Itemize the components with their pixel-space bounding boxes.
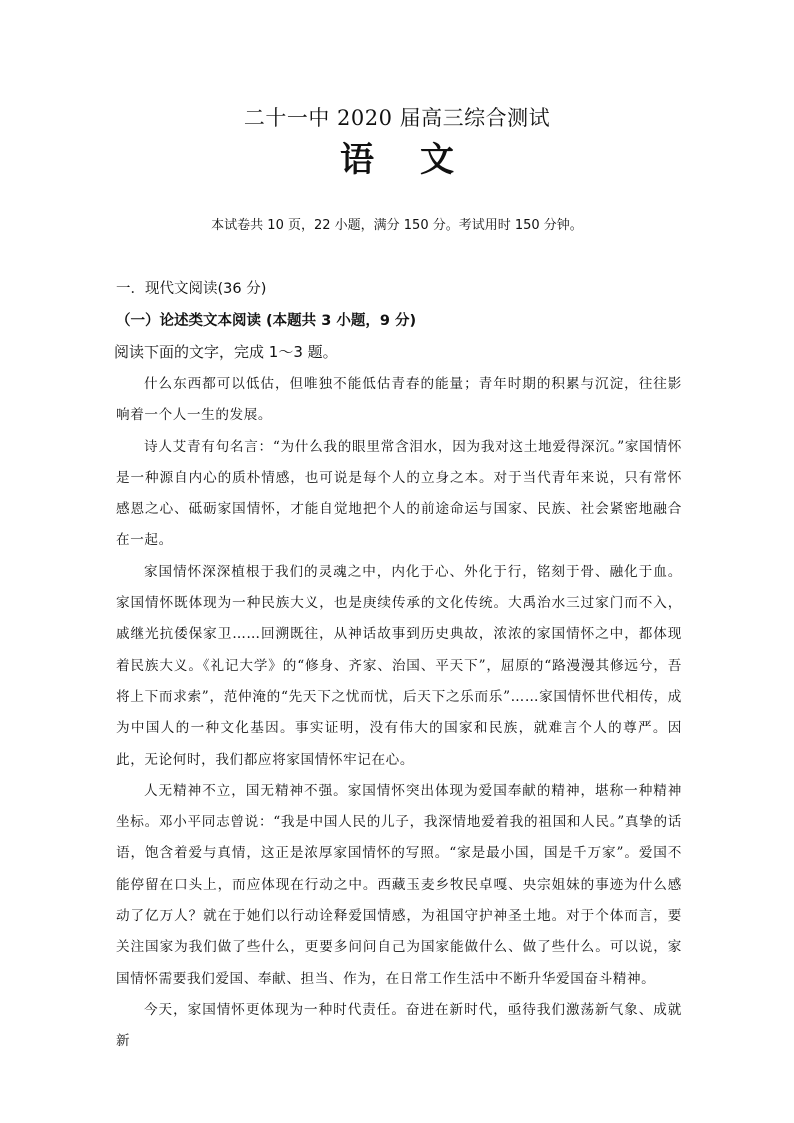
passage-paragraph-4: 人无精神不立，国无精神不强。家国情怀突出体现为爱国奉献的精神，堪称一种精神坐标。邓小平同志曾说：“我是中国人民的儿子，我深情地爱着我的祖国和人民。”真挚的话语，饱含着爱与真情，这正是浓厚家国情怀的写照。“家是最小国，国是千万家”。爱国不能停留在口头上，而应体现在行动之中。西藏玉麦乡牧民卓嘎、央宗姐妹的事迹为什么感动了亿万人？就在于她们以行动诠释爱国情感，为祖国守护神圣土地。对于个体而言，要关注国家为我们做了些什么，更要多问问自己为国家能做什么、做了些什么。可以说，家国情怀需要我们爱国、奉献、担当、作为，在日常工作生活中不断升华爱国奋斗精神。 [116, 782, 682, 987]
section-heading: 一．现代文阅读(36 分) [116, 281, 267, 297]
sub-section-heading: （一）论述类文本阅读 (本题共 3 小题，9 分) [116, 313, 417, 329]
passage-paragraph-1: 什么东西都可以低估，但唯独不能低估青春的能量；青年时期的积累与沉淀，往往影响着一个人一生的发展。 [116, 376, 682, 424]
exam-info: 本试卷共 10 页，22 小题，满分 150 分。考试用时 150 分钟。 [211, 218, 583, 233]
reading-instruction: 阅读下面的文字，完成 1～3 题。 [114, 343, 338, 361]
passage-paragraph-5: 今天，家国情怀更体现为一种时代责任。奋进在新时代，亟待我们激荡新气象、成就新 [116, 1001, 682, 1050]
exam-title: 二十一中 2020 届高三综合测试 [243, 106, 551, 130]
reading-passage [116, 369, 682, 1058]
subject-title: 语文 [340, 140, 500, 180]
passage-paragraph-2: 诗人艾青有句名言：“为什么我的眼里常含泪水，因为我对这土地爱得深沉。”家国情怀是一种源自内心的质朴情感，也可说是每个人的立身之本。对于当代青年来说，只有常怀感恩之心、砥砺家国情怀，才能自觉地把个人的前途命运与国家、民族、社会紧密地融合在一起。 [116, 438, 682, 549]
passage-paragraph-3: 家国情怀深深植根于我们的灵魂之中，内化于心、外化于行，铭刻于骨、融化于血。家国情怀既体现为一种民族大义，也是庚续传承的文化传统。大禹治水三过家门而不入，戚继光抗倭保家卫……回溯既往，从神话故事到历史典故，浓浓的家国情怀之中，都体现着民族大义。《礼记大学》的“修身、齐家、治国、平天下”，屈原的“路漫漫其修远兮，吾将上下而求索”，范仲淹的“先天下之忧而忧，后天下之乐而乐”……家国情怀世代相传，成为中国人的一种文化基因。事实证明，没有伟大的国家和民族，就难言个人的尊严。因此，无论何时，我们都应将家国情怀牢记在心。 [116, 563, 682, 768]
